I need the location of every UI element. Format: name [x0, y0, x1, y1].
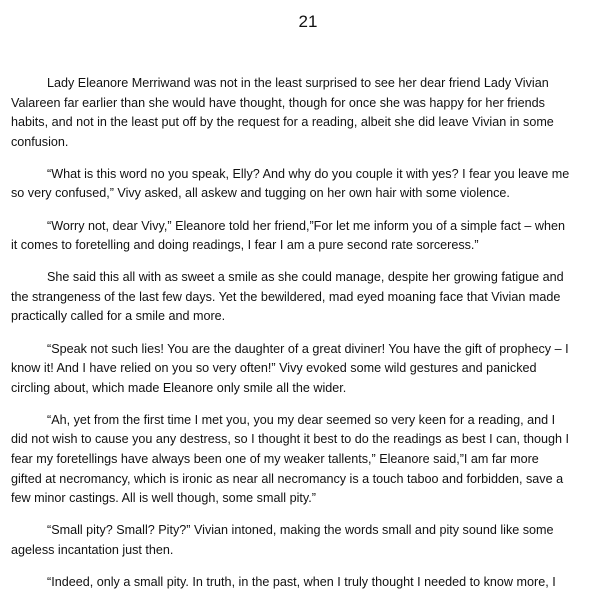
paragraph: “Indeed, only a small pity. In truth, in the past, when I truly thought I needed to know more, I [47, 574, 556, 589]
paragraph: “Worry not, dear Vivy,” Eleanore told her friend,”For let me inform you of a simple fact – when it comes to foretelling and doing readings, I fear I am a pure second rate sorceress.” [11, 218, 565, 253]
paragraph: “Small pity? Small? Pity?” Vivian intoned, making the words small and pity sound like some ageless incantation just then. [11, 523, 554, 557]
paragraph: She said this all with as sweet a smile as she could manage, despite her growing fatigue and the strangeness of the last few days. Yet the bewildered, mad eyed moaning face that Vivian made practically called for a smile and more. [11, 270, 564, 324]
paragraph: “Speak not such lies! You are the daughter of a great diviner! You have the gift of prophecy – I know it! And I have relied on you so very often!” Vivy evoked some wild gestures and panicked circling about, which made Eleanore only smile all the wider. [11, 341, 569, 395]
paragraph: “Ah, yet from the first time I met you, you my dear seemed so very keen for a reading, and I did not wish to cause you any destress, so I thought it best to do the readings as best I can, though I fear my foretellings have always been one of my weaker tallents,” Eleanore said,”I am far more gifted at necromancy, which is ironic as near all necromancy is a touch taboo and forbidden, save a few minor castings. All is well though, some small pity.” [11, 412, 569, 506]
paragraph: “What is this word no you speak, Elly? And why do you couple it with yes? I fear you leave me so very confused,” Vivy asked, all askew and tugging on her own hair with some violence. [11, 166, 570, 201]
page-number: 21 [298, 12, 318, 31]
body-text [11, 74, 571, 605]
paragraph: Lady Eleanore Merriwand was not in the least surprised to see her dear friend Lady Vivian Valareen far earlier than she would have thought, though for once she was happy for her friends habits, and not in the least put off by the request for a reading, albeit she did leave Vivian in some confusion. [11, 76, 554, 149]
